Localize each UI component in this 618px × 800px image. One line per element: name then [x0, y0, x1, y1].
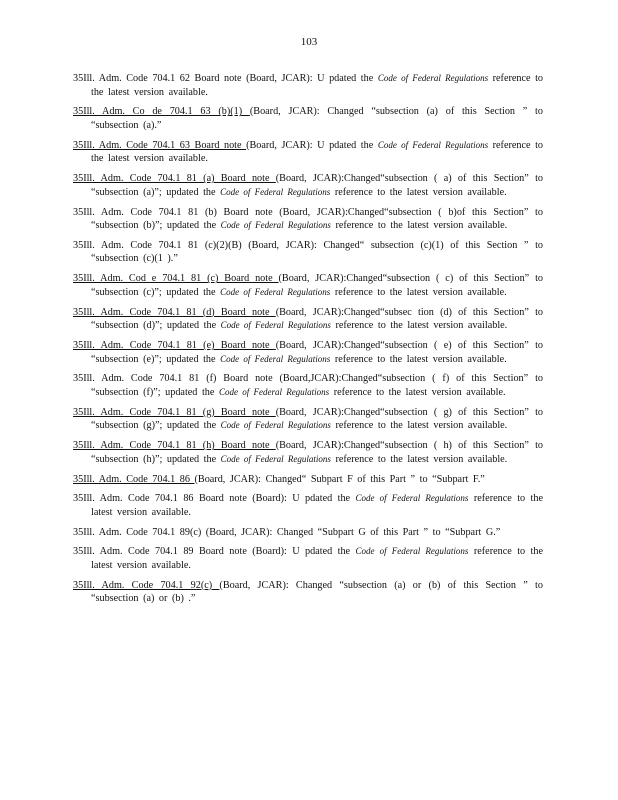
amendment-entry: [73, 306, 543, 333]
amendment-entry: [73, 72, 543, 99]
citation: 35Ill. Adm. Code 704.1 81 (g) Board note: [73, 406, 276, 418]
entry-text: (Board, JCAR): U pdated the: [246, 139, 378, 151]
entry-text: 35Ill. Adm. Code 704.1 62 Board note (Board, JCAR): U pdated the: [73, 73, 378, 84]
cfr-title: Code of Federal Regulations: [220, 320, 331, 331]
cfr-title: Code of Federal Regulations: [220, 453, 331, 464]
amendment-entry: [73, 579, 543, 606]
amendment-entry: [73, 372, 543, 399]
entry-text-end: reference to the latest version available.: [330, 420, 508, 432]
entry-text-end: reference to the latest version available.: [330, 286, 507, 298]
entry-text: (Board, JCAR):Changed“subsection ( a) of this Section” to “subsection (a)”; updated the: [91, 173, 543, 198]
entry-text: 35Ill. Adm. Code 704.1 81 (c)(2)(B) (Board, JCAR): Changed“ subsection (c)(1) of this Section ” to “subsection (c)(1 ).”: [73, 239, 543, 265]
amendment-entry: [73, 492, 543, 519]
amendment-entry: [73, 473, 543, 487]
amendment-entry: [73, 272, 543, 299]
citation: 35Ill. Adm. Co de 704.1 63 (b)(1): [73, 106, 250, 118]
entry-text-end: reference to the latest version available.: [91, 73, 543, 98]
cfr-title: Code of Federal Regulations: [355, 546, 469, 557]
citation: 35Ill. Adm. Code 704.1 81 (h) Board note: [73, 440, 276, 452]
amendment-entry: [73, 339, 543, 366]
entry-text: (Board, JCAR):Changed“subsec tion (d) of this Section” to “subsection (d)”; updated the: [91, 306, 543, 332]
cfr-title: Code of Federal Regulations: [355, 493, 469, 504]
cfr-title: Code of Federal Regulations: [220, 286, 331, 297]
entry-text: (Board, JCAR): Changed“ Subpart F of this Part ” to “Subpart F.”: [194, 473, 485, 485]
amendment-entry: [73, 406, 543, 433]
entry-text: (Board, JCAR):Changed“subsection ( g) of this Section” to “subsection (g)”; updated the: [91, 406, 543, 432]
cfr-title: Code of Federal Regulations: [220, 420, 331, 431]
entry-text-end: reference to the latest version available.: [91, 546, 544, 572]
citation: 35Ill. Adm. Code 704.1 81 (d) Board note: [73, 306, 276, 318]
citation: 35Ill. Adm. Cod e 704.1 81 (c) Board note: [73, 273, 279, 285]
amendment-entry: [73, 206, 543, 233]
cfr-title: Code of Federal Regulations: [220, 186, 331, 197]
page-number: 103: [300, 36, 318, 48]
entry-text-end: reference to the latest version available.: [330, 453, 508, 465]
entry-text: 35Ill. Adm. Code 704.1 81 (f) Board note (Board,JCAR):Changed“subsection ( f) of this Section” to “subsection (f)”; updated the: [73, 373, 543, 398]
entry-text-end: reference to the latest version available.: [91, 139, 543, 165]
cfr-title: Code of Federal Regulations: [377, 139, 489, 150]
entry-text-end: reference to the latest version available.: [330, 320, 508, 332]
entry-text: (Board, JCAR):Changed“subsection ( e) of this Section” to “subsection (e)”; updated the: [91, 340, 543, 365]
amendment-entry: [73, 172, 543, 199]
entry-text: (Board, JCAR):Changed“subsection ( h) of this Section” to “subsection (h)”; updated the: [91, 440, 543, 465]
entry-text: (Board, JCAR): Changed “subsection (a) or (b) of this Section ” to “subsection (a) or (b) .”: [91, 579, 543, 605]
citation: 35Ill. Adm. Code 704.1 81 (a) Board note: [73, 173, 276, 185]
amendment-entry: [73, 239, 543, 266]
citation: 35Ill. Adm. Code 704.1 86: [73, 473, 195, 485]
amendment-list: [73, 72, 543, 612]
entry-text-end: reference to the latest version available.: [330, 186, 507, 198]
citation: 35Ill. Adm. Code 704.1 63 Board note: [73, 139, 247, 151]
entry-text-end: reference to the latest version available.: [329, 386, 506, 398]
cfr-title: Code of Federal Regulations: [218, 386, 330, 397]
cfr-title: Code of Federal Regulations: [377, 73, 489, 83]
entry-text-end: reference to the latest version available.: [330, 220, 508, 232]
cfr-title: Code of Federal Regulations: [220, 220, 331, 231]
amendment-entry: [73, 526, 543, 540]
entry-text: 35Ill. Adm. Code 704.1 89 Board note (Board): U pdated the: [73, 546, 356, 558]
entry-text-end: reference to the latest version available.: [91, 493, 544, 518]
cfr-title: Code of Federal Regulations: [220, 353, 331, 364]
entry-text: (Board, JCAR): Changed “subsection (a) of this Section ” to “subsection (a).”: [91, 106, 543, 131]
entry-text-end: reference to the latest version available.: [330, 353, 507, 365]
amendment-entry: [73, 139, 543, 166]
entry-text: 35Ill. Adm. Code 704.1 81 (b) Board note (Board, JCAR):Changed“subsection ( b)of this Section” to “subsection (b)”; updated the: [73, 206, 543, 232]
amendment-entry: [73, 545, 543, 572]
citation: 35Ill. Adm. Code 704.1 92(c): [73, 579, 220, 591]
entry-text: 35Ill. Adm. Code 704.1 86 Board note (Board): U pdated the: [73, 493, 356, 505]
citation: 35Ill. Adm. Code 704.1 81 (e) Board note: [73, 340, 276, 351]
entry-text: (Board, JCAR):Changed“subsection ( c) of this Section” to “subsection (c)”; updated the: [91, 273, 543, 298]
entry-text: 35Ill. Adm. Code 704.1 89(c) (Board, JCAR): Changed “Subpart G of this Part ” to “Subpart G.”: [73, 526, 501, 538]
amendment-entry: [73, 105, 543, 132]
amendment-entry: [73, 439, 543, 466]
